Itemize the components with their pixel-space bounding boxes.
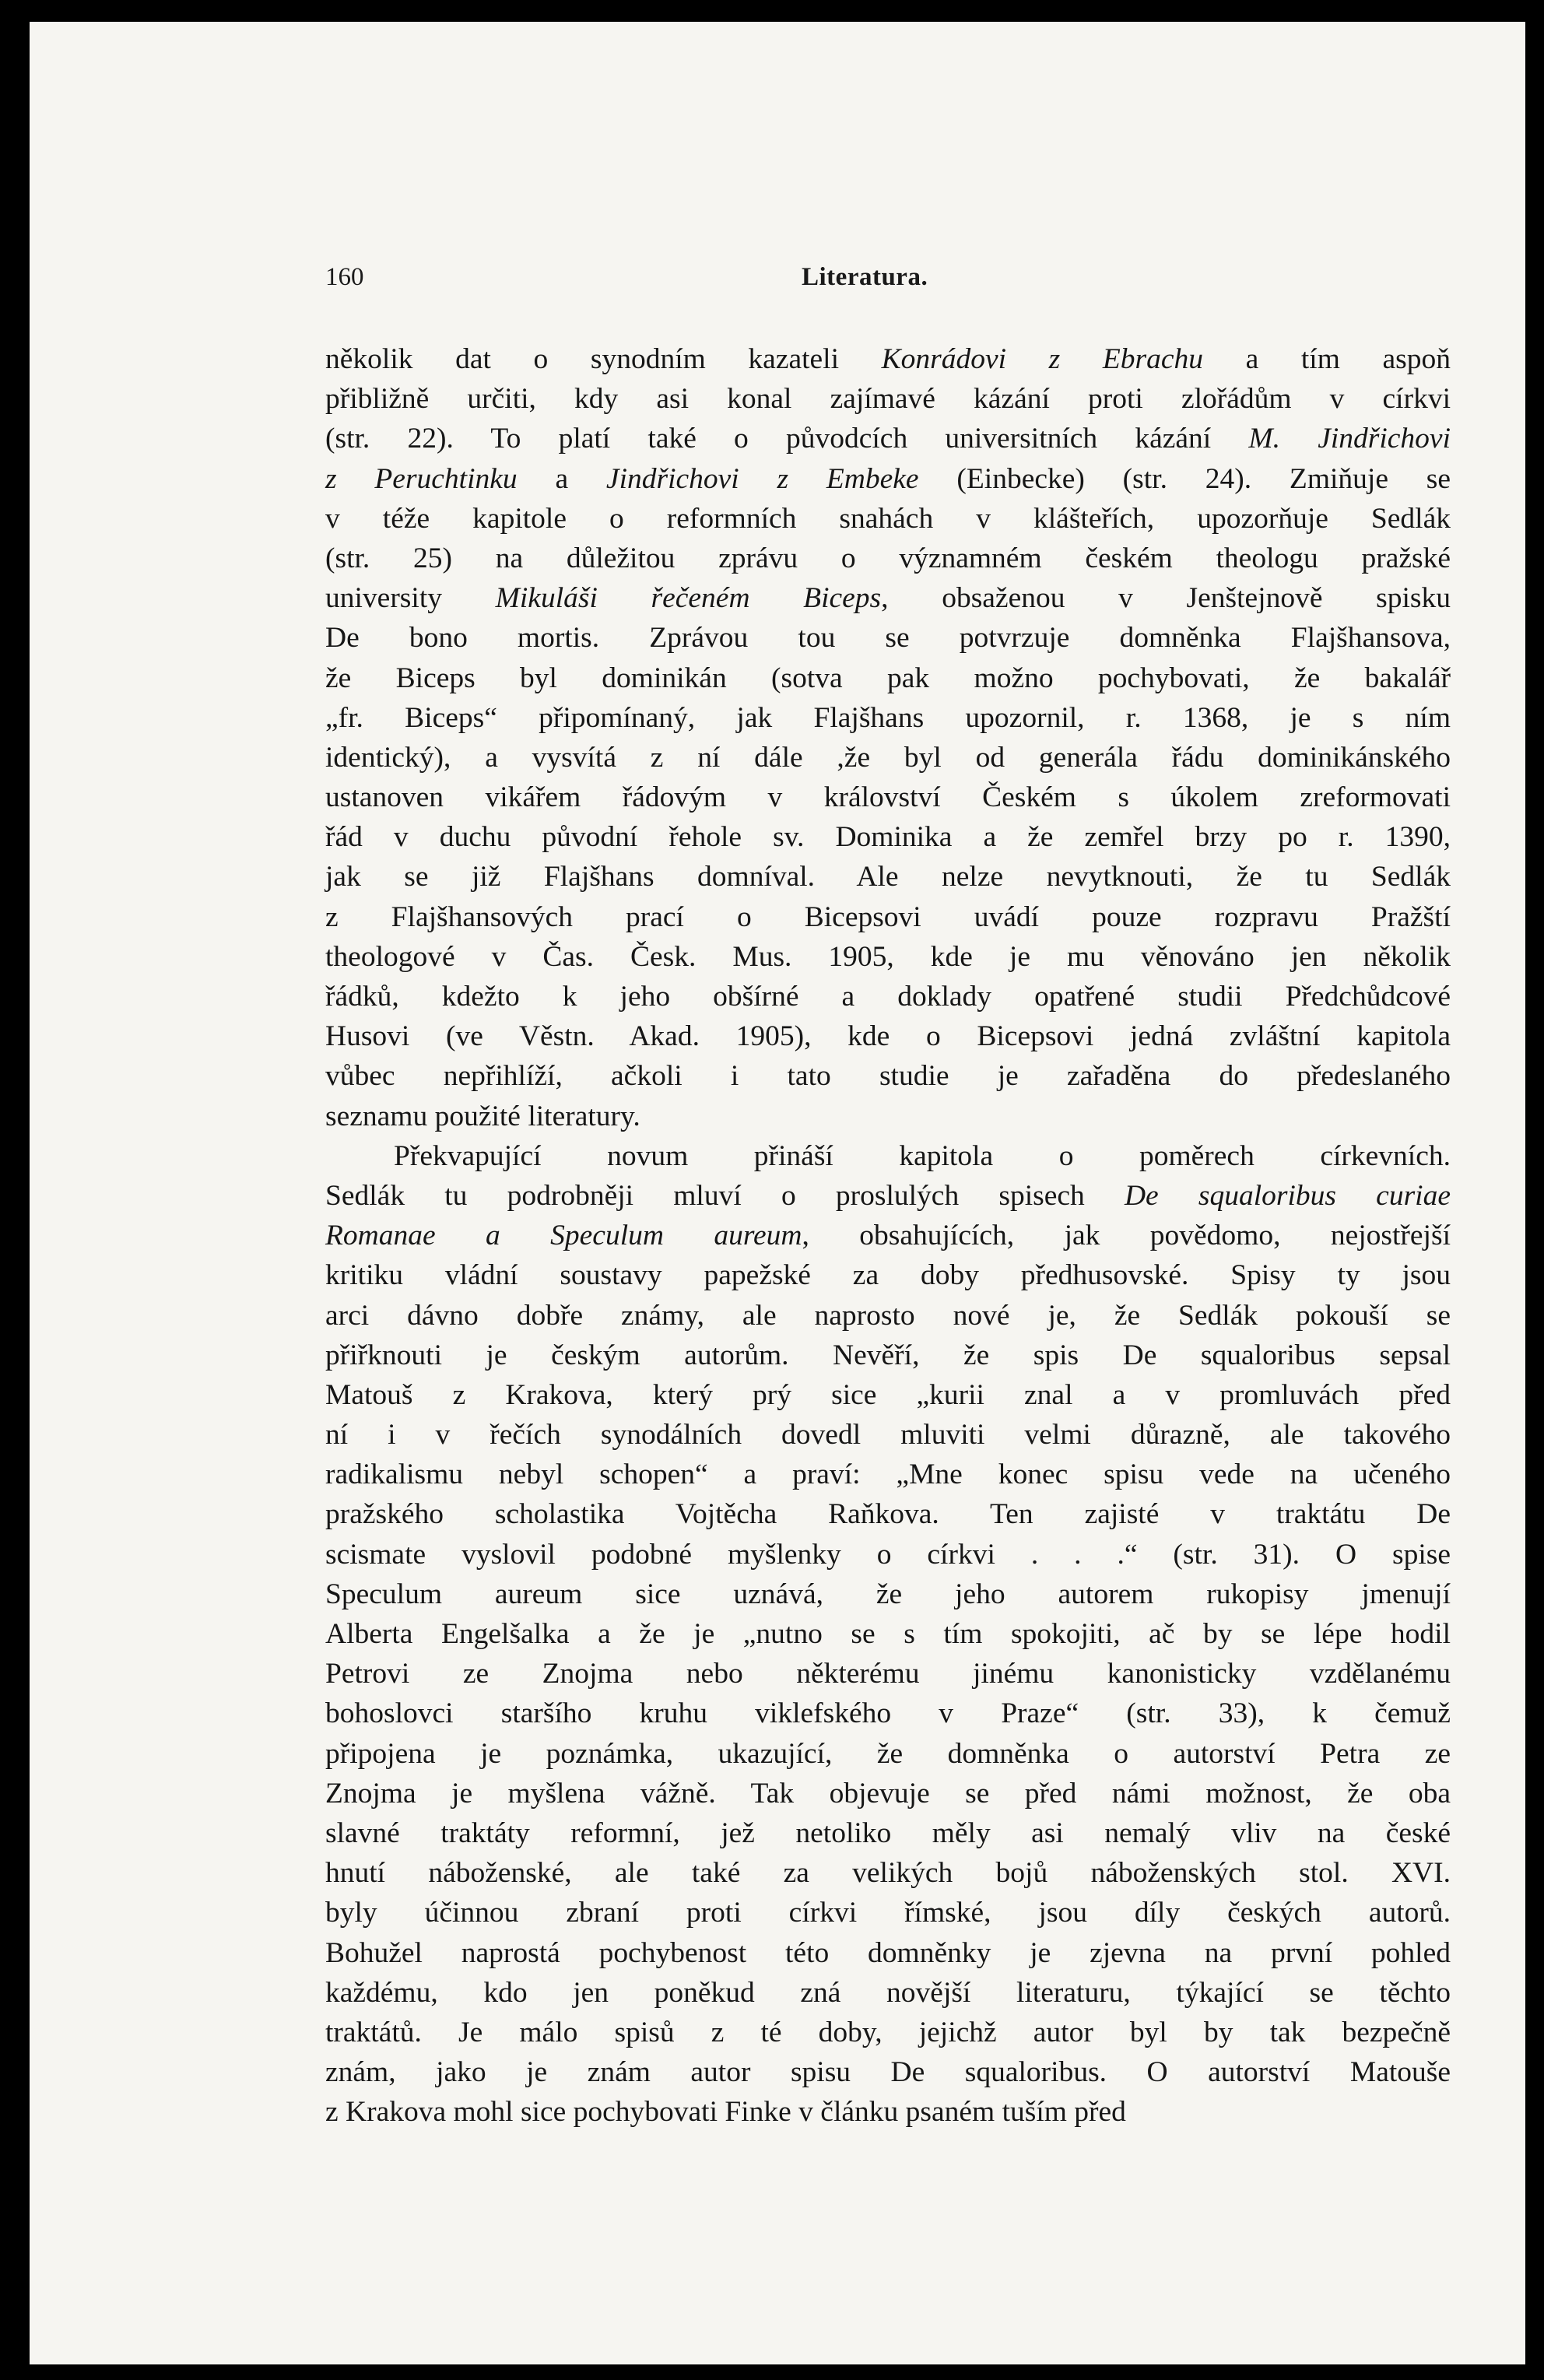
text-line <box>325 1097 1451 1136</box>
text-run: přiřknouti je českým autorům. Nevěří, že spis De squaloribus sepsal <box>325 1339 1451 1371</box>
text-run: traktátů. Je málo spisů z té doby, jejichž autor byl by tak bezpečně <box>325 2016 1451 2048</box>
text-line <box>325 419 1451 458</box>
text-run: scismate vyslovil podobné myšlenky o církvi . . .“ (str. 31). O spise <box>325 1538 1451 1571</box>
text-run: , obsahujících, jak povědomo, nejostřejší <box>802 1220 1451 1252</box>
text-run: z Flajšhansových prací o Bicepsovi uvádí pouze rozpravu Pražští <box>325 900 1451 933</box>
page-number: 160 <box>325 263 364 291</box>
text-line <box>325 339 1451 379</box>
text-run: „fr. Biceps“ připomínaný, jak Flajšhans upozornil, r. 1368, je s ním <box>325 701 1451 734</box>
text-run: v téže kapitole o reformních snahách v klášteřích, upozorňuje Sedlák <box>325 502 1451 535</box>
text-line <box>325 1494 1451 1534</box>
text-run: M. Jindřichovi <box>1248 423 1451 455</box>
text-run: arci dávno dobře známy, ale naprosto nové je, že Sedlák pokouší se <box>325 1299 1451 1332</box>
text-run: bohoslovci staršího kruhu viklefského v Praze“ (str. 33), k čemuž <box>325 1697 1451 1730</box>
text-line <box>325 1694 1451 1733</box>
text-run: řádků, kdežto k jeho obšírné a doklady opatřené studii Předchůdcové <box>325 981 1451 1013</box>
text-run: Mikuláši řečeném Biceps <box>495 582 882 615</box>
text-line <box>325 778 1451 817</box>
text-run: (str. 25) na důležitou zprávu o významném českém theologu pražské <box>325 542 1451 574</box>
text-line <box>325 2013 1451 2052</box>
text-run: Petrovi ze Znojma nebo některému jinému kanonisticky vzdělanému <box>325 1658 1451 1690</box>
text-run: theologové v Čas. Česk. Mus. 1905, kde je mu věnováno jen několik <box>325 940 1451 973</box>
text-run: Romanae a Speculum aureum <box>325 1220 802 1252</box>
text-line <box>325 1813 1451 1853</box>
text-line <box>325 977 1451 1016</box>
text-run: znám, jako je znám autor spisu De squaloribus. O autorství Matouše <box>325 2056 1451 2089</box>
text-run: každému, kdo jen poněkud zná novější literaturu, týkající se těchto <box>325 1976 1451 2009</box>
text-line <box>325 1574 1451 1614</box>
text-run: university <box>325 582 496 615</box>
text-run: ní i v řečích synodálních dovedl mluviti velmi důrazně, ale takového <box>325 1419 1451 1452</box>
text-run: byly účinnou zbraní proti církvi římské, jsou díly českých autorů. <box>325 1897 1451 1929</box>
text-line <box>325 698 1451 738</box>
text-run: hnutí náboženské, ale také za velikých bojů náboženských stol. XVI. <box>325 1857 1451 1890</box>
text-line <box>325 1535 1451 1574</box>
book-page <box>30 22 1525 2364</box>
text-line <box>325 1016 1451 1056</box>
text-line <box>325 379 1451 419</box>
text-run: ustanoven vikářem řádovým v království Českém s úkolem zreformovati <box>325 781 1451 814</box>
text-run: , obsaženou v Jenštejnově spisku <box>881 582 1451 615</box>
text-run: a tím aspoň <box>1203 343 1451 375</box>
text-run: několik dat o synodním kazateli <box>325 343 882 375</box>
text-line <box>325 1614 1451 1654</box>
text-line <box>325 1255 1451 1295</box>
text-run: De squaloribus curiae <box>1124 1179 1451 1212</box>
text-line <box>325 897 1451 937</box>
text-line <box>325 1415 1451 1455</box>
text-run: vůbec nepřihlíží, ačkoli i tato studie je zařaděna do předeslaného <box>325 1060 1451 1093</box>
text-run: Sedlák tu podrobněji mluví o proslulých spisech <box>325 1179 1125 1212</box>
text-run: slavné traktáty reformní, jež netoliko měly asi nemalý vliv na české <box>325 1817 1451 1849</box>
text-line <box>325 1336 1451 1375</box>
text-line <box>325 459 1451 499</box>
text-line <box>325 578 1451 618</box>
page-header <box>325 263 1451 310</box>
text-line <box>325 1216 1451 1255</box>
text-line <box>325 1973 1451 2013</box>
text-line <box>325 1176 1451 1216</box>
text-run: identický), a vysvítá z ní dále ,že byl od generála řádu dominikánského <box>325 741 1451 774</box>
body-text <box>325 339 1451 2132</box>
text-line <box>325 738 1451 778</box>
text-run: z Peruchtinku <box>325 462 518 495</box>
text-line <box>325 1136 1451 1176</box>
running-title: Literatura. <box>802 263 928 291</box>
text-run: že Biceps byl dominikán (sotva pak možno pochybovati, že bakalář <box>325 662 1451 694</box>
text-line <box>325 1933 1451 1973</box>
text-run: Konrádovi z Ebrachu <box>881 343 1204 375</box>
text-run: a <box>517 462 606 495</box>
text-line <box>325 1734 1451 1774</box>
text-run: z Krakova mohl sice pochybovati Finke v článku psaném tuším před <box>325 2096 1126 2129</box>
text-line <box>325 1853 1451 1893</box>
text-run: radikalismu nebyl schopen“ a praví: „Mne konec spisu vede na učeného <box>325 1459 1451 1491</box>
text-run: Alberta Engelšalka a že je „nutno se s tím spokojiti, ač by se lépe hodil <box>325 1618 1451 1650</box>
text-line <box>325 499 1451 539</box>
text-run: (str. 22). To platí také o původcích universitních kázání <box>325 423 1249 455</box>
text-run: (Einbecke) (str. 24). Zmiňuje se <box>918 462 1451 495</box>
text-run: připojena je poznámka, ukazující, že domněnka o autorství Petra ze <box>325 1737 1451 1770</box>
text-line <box>325 817 1451 857</box>
text-run: seznamu použité literatury. <box>325 1100 640 1132</box>
text-run: řád v duchu původní řehole sv. Dominika a že zemřel brzy po r. 1390, <box>325 821 1451 854</box>
text-run: Matouš z Krakova, který prý sice „kurii znal a v promluvách před <box>325 1378 1451 1411</box>
text-run: De bono mortis. Zprávou tou se potvrzuje domněnka Flajšhansova, <box>325 622 1451 655</box>
text-run: kritiku vládní soustavy papežské za doby předhusovské. Spisy ty jsou <box>325 1259 1451 1292</box>
text-line <box>325 2052 1451 2092</box>
text-line <box>325 1455 1451 1494</box>
text-run: Znojma je myšlena vážně. Tak objevuje se před námi možnost, že oba <box>325 1777 1451 1810</box>
text-line <box>325 857 1451 897</box>
text-run: Bohužel naprostá pochybenost této domněnky je zjevna na první pohled <box>325 1936 1451 1969</box>
text-run: Speculum aureum sice uznává, že jeho autorem rukopisy jmenují <box>325 1578 1451 1610</box>
text-line <box>325 539 1451 578</box>
text-run: přibližně určiti, kdy asi konal zajímavé kázání proti zlořádům v církvi <box>325 383 1451 416</box>
text-run: Husovi (ve Věstn. Akad. 1905), kde o Bicepsovi jedná zvláštní kapitola <box>325 1020 1451 1053</box>
text-line <box>325 1056 1451 1096</box>
text-line <box>325 1654 1451 1694</box>
text-line <box>325 1893 1451 1932</box>
text-run: Překvapující novum přináší kapitola o poměrech církevních. <box>394 1139 1451 1172</box>
text-run: pražského scholastika Vojtěcha Raňkova. Ten zajisté v traktátu De <box>325 1498 1451 1531</box>
text-line <box>325 618 1451 658</box>
text-line <box>325 1296 1451 1336</box>
text-run: Jindřichovi z Embeke <box>605 462 919 495</box>
text-line <box>325 937 1451 977</box>
text-line <box>325 658 1451 698</box>
text-line <box>325 2092 1451 2132</box>
text-run: jak se již Flajšhans domníval. Ale nelze nevytknouti, že tu Sedlák <box>325 861 1451 893</box>
text-line <box>325 1375 1451 1415</box>
text-line <box>325 1774 1451 1813</box>
